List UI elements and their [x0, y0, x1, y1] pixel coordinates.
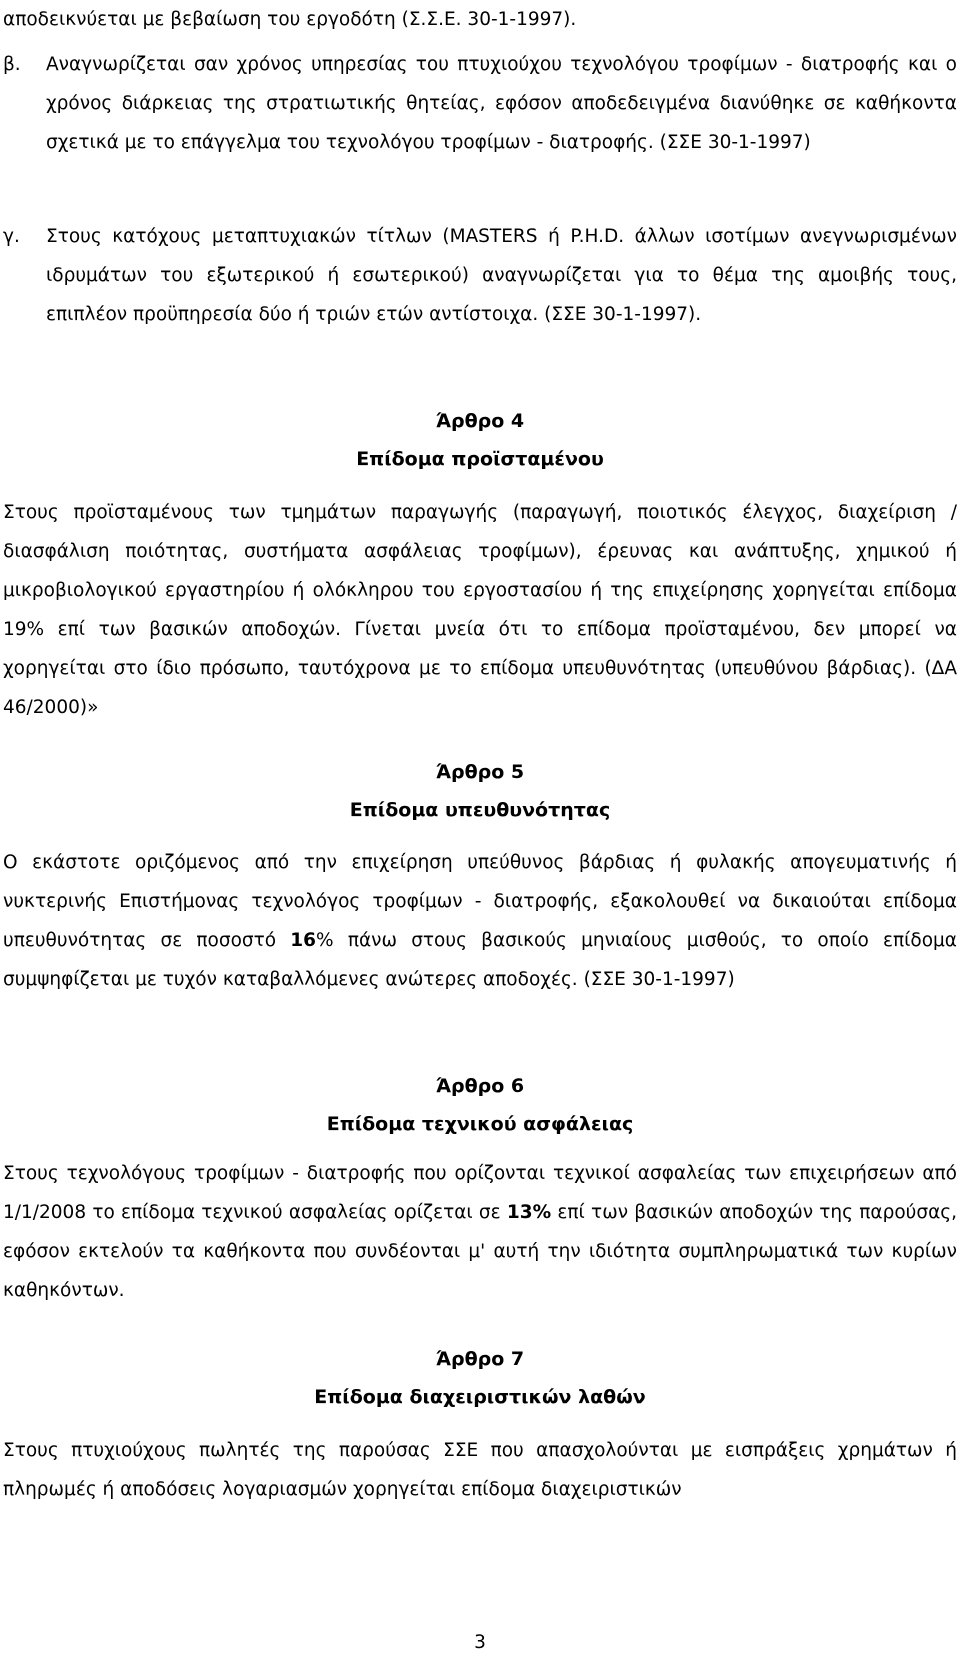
- article-6-number: Άρθρο 6: [435, 1075, 525, 1097]
- item-c-marker: γ.: [3, 226, 20, 247]
- page-number: 3: [474, 1632, 486, 1653]
- article-6-body-start: Στους τεχνολόγους τροφίμων - διατροφής που ορίζονται τεχνικοί ασφαλείας των επιχειρήσεων από 1/1/2008 το επίδομα τεχνικού ασφαλείας ορίζεται σε: [3, 1163, 957, 1223]
- article-7-body: Στους πτυχιούχους πωλητές της παρούσας ΣΣΕ που απασχολούνται με εισπράξεις χρημάτων ή πληρωμές ή αποδόσεις λογαριασμών χορηγείται επίδομα διαχειριστικών: [3, 1440, 957, 1500]
- item-b-marker: β.: [3, 54, 21, 75]
- article-5-percentage: 16: [290, 930, 317, 951]
- article-4-body: Στους προϊσταμένους των τμημάτων παραγωγής (παραγωγή, ποιοτικός έλεγχος, διαχείριση /διασφάλιση ποιότητας, συστήματα ασφάλειας τροφίμων), έρευνας και ανάπτυξης, χημικού ή μικροβιολογικού εργαστηρίου ή ολόκληρου του εργοστασίου ή της επιχείρησης χορηγείται επίδομα 19% επί των βασικών αποδοχών. Γίνεται μνεία ότι το επίδομα προϊσταμένου, δεν μπορεί να χορηγείται στο ίδιο πρόσωπο, ταυτόχρονα με το επίδομα υπευθυνότητας (υπευθύνου βάρδιας). (ΔΑ 46/2000)»: [3, 502, 957, 718]
- article-6-body: [3, 1154, 957, 1310]
- article-6-percentage: 13%: [506, 1202, 552, 1223]
- article-5-body-end: % πάνω στους βασικούς μηνιαίους μισθούς, το οποίο επίδομα συμψηφίζεται με τυχόν καταβαλλόμενες ανώτερες αποδοχές. (ΣΣΕ 30-1-1997): [3, 930, 957, 990]
- article-6-body-end: επί των βασικών αποδοχών της παρούσας, εφόσον εκτελούν τα καθήκοντα που συνδέονται μ' αυτή την ιδιότητα συμπληρωματικά των κυρίων καθηκόντων.: [3, 1202, 957, 1301]
- article-5-number: Άρθρο 5: [435, 761, 525, 783]
- item-b-text: Αναγνωρίζεται σαν χρόνος υπηρεσίας του πτυχιούχου τεχνολόγου τροφίμων - διατροφής και ο χρόνος διάρκειας της στρατιωτικής θητείας, εφόσον αποδεδειγμένα διανύθηκε σε καθήκοντα σχετικά με το επάγγελμα του τεχνολόγου τροφίμων - διατροφής. (ΣΣΕ 30-1-1997): [46, 54, 957, 153]
- item-c-text: Στους κατόχους μεταπτυχιακών τίτλων (MASTERS ή P.H.D. άλλων ισοτίμων ανεγνωρισμένων ιδρυμάτων του εξωτερικού ή εσωτερικού) αναγνωρίζεται για το θέμα της αμοιβής τους, επιπλέον προϋπηρεσία δύο ή τριών ετών αντίστοιχα. (ΣΣΕ 30-1-1997).: [46, 226, 957, 325]
- article-4-number: Άρθρο 4: [435, 410, 525, 432]
- article-5-title: Επίδομα υπευθυνότητας: [349, 799, 611, 821]
- article-5-body: [3, 843, 957, 999]
- article-7-title: Επίδομα διαχειριστικών λαθών: [314, 1386, 646, 1408]
- article-4-title: Επίδομα προϊσταμένου: [356, 448, 604, 470]
- intro-line: αποδεικνύεται με βεβαίωση του εργοδότη (Σ.Σ.Ε. 30-1-1997).: [3, 9, 577, 30]
- article-5-body-start: Ο εκάστοτε οριζόμενος από την επιχείρηση υπεύθυνος βάρδιας ή φυλακής απογευματινής ή νυκτερινής Επιστήμονας τεχνολόγος τροφίμων - διατροφής, εξακολουθεί να δικαιούται επίδομα υπευθυνότητας σε ποσοστό: [3, 852, 957, 951]
- article-7-number: Άρθρο 7: [435, 1348, 525, 1370]
- article-6-title: Επίδομα τεχνικού ασφάλειας: [326, 1113, 634, 1135]
